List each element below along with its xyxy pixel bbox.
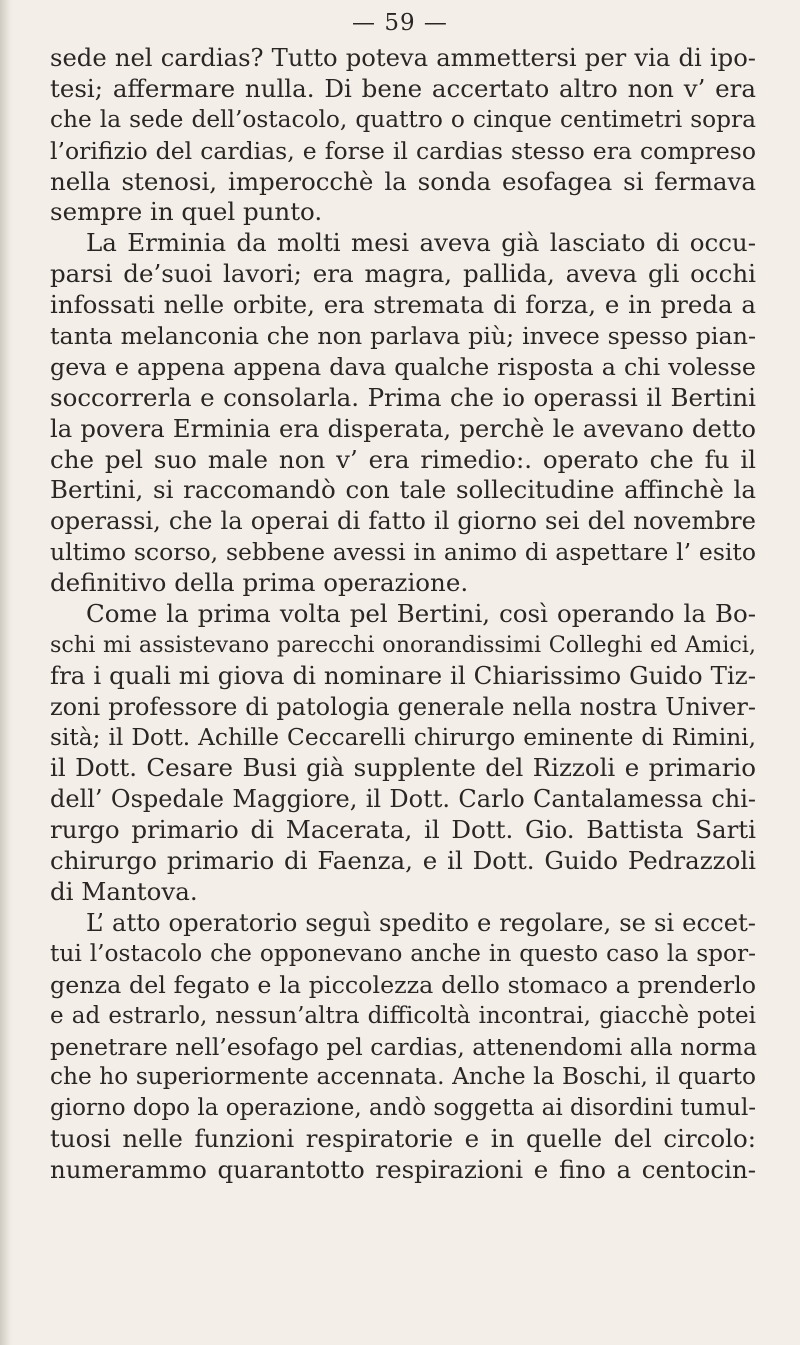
text-line: che la sede dell’ostacolo, quattro o cinque centimetri sopra: [50, 105, 756, 133]
text-line: infossati nelle orbite, era stremata di forza, e in preda a: [50, 290, 756, 320]
text-line: schi mi assistevano parecchi onorandissimi Colleghi ed Amici,: [50, 631, 756, 658]
body-text: [50, 43, 756, 1186]
text-line: di Mantova.: [50, 877, 198, 907]
text-line: La Erminia da molti mesi aveva già lasciato di occu-: [86, 228, 756, 258]
text-line: ultimo scorso, sebbene avessi in animo di aspettare l’ esito: [50, 538, 756, 567]
text-line: rurgo primario di Macerata, il Dott. Gio. Battista Sarti: [50, 815, 756, 845]
text-line: L’ atto operatorio seguì spedito e regolare, se si eccet-: [86, 907, 756, 937]
text-line: penetrare nell’esofago pel cardias, attenendomi alla norma: [50, 1032, 758, 1061]
text-line: geva e appena appena dava qualche risposta a chi volesse: [50, 352, 756, 381]
page-gutter-shadow: [0, 0, 10, 1345]
text-line: operassi, che la operai di fatto il giorno sei del novembre: [50, 506, 756, 536]
text-line: genza del fegato e la piccolezza dello stomaco a prenderlo: [50, 970, 756, 999]
text-line: nella stenosi, imperocchè la sonda esofagea si fermava: [50, 166, 756, 196]
text-line: Bertini, si raccomandò con tale sollecitudine affinchè la: [50, 475, 756, 505]
text-line: il Dott. Cesare Busi già supplente del Rizzoli e primario: [50, 753, 756, 783]
text-line: zoni professore di patologia generale nella nostra Univer-: [50, 692, 756, 721]
text-line: chirurgo primario di Faenza, e il Dott. Guido Pedrazzoli: [50, 846, 756, 876]
text-line: parsi de’suoi lavori; era magra, pallida, aveva gli occhi: [50, 259, 756, 289]
text-line: e ad estrarlo, nessun’altra difficoltà incontrai, giacchè potei: [50, 1002, 756, 1029]
text-line: tuosi nelle funzioni respiratorie e in quelle del circolo:: [50, 1124, 756, 1154]
page-number: — 59 —: [352, 10, 448, 36]
text-line: definitivo della prima operazione.: [50, 568, 469, 598]
text-line: sempre in quel punto.: [50, 197, 323, 227]
text-line: tui l’ostacolo che opponevano anche in questo caso la spor-: [50, 939, 756, 967]
text-line: giorno dopo la operazione, andò soggetta ai disordini tumul-: [50, 1095, 757, 1122]
text-line: sità; il Dott. Achille Ceccarelli chirurgo eminente di Rimini,: [50, 723, 756, 751]
text-line: che pel suo male non v’ era rimedio:. operato che fu il: [50, 444, 756, 474]
text-line: numerammo quarantotto respirazioni e fino a centocin-: [50, 1155, 756, 1185]
text-line: Come la prima volta pel Bertini, così operando la Bo-: [86, 599, 756, 629]
text-line: che ho superiormente accennata. Anche la Boschi, il quarto: [50, 1063, 756, 1091]
text-line: sede nel cardias? Tutto poteva ammettersi per via di ipo-: [50, 43, 756, 72]
text-line: la povera Erminia era disperata, perchè le avevano detto: [50, 413, 756, 443]
text-line: tanta melanconia che non parlava più; invece spesso pian-: [50, 322, 756, 351]
text-line: fra i quali mi giova di nominare il Chiarissimo Guido Tiz-: [50, 660, 756, 690]
text-line: tesi; affermare nulla. Di bene accertato altro non v’ era: [50, 73, 756, 103]
text-line: dell’ Ospedale Maggiore, il Dott. Carlo Cantalamessa chi-: [50, 785, 756, 814]
text-line: l’orifizio del cardias, e forse il cardias stesso era compreso: [50, 136, 756, 165]
text-line: soccorrerla e consolarla. Prima che io operassi il Bertini: [50, 382, 756, 412]
